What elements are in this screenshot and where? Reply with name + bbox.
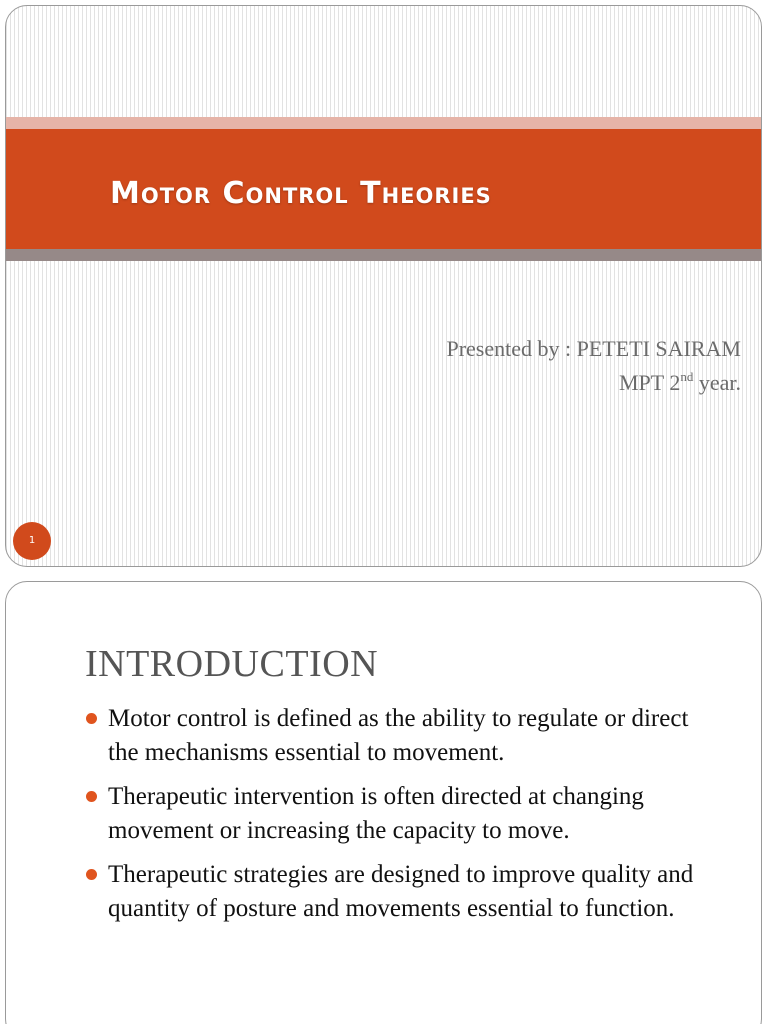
course-prefix: MPT 2 [619, 370, 681, 395]
course-suffix: year. [693, 370, 741, 395]
bullet-item [84, 858, 724, 926]
bullet-text: Motor control is defined as the ability to regulate or direct the mechanisms essential to movement. [108, 705, 689, 766]
presenter-info [446, 332, 741, 400]
bullet-dot-icon [86, 713, 97, 724]
course-line [446, 366, 741, 400]
bullet-dot-icon [86, 869, 97, 880]
title-slide [5, 5, 762, 567]
presenter-line: Presented by : PETETI SAIRAM [446, 336, 741, 361]
bullet-dot-icon [86, 791, 97, 802]
title-band-top-stripe [6, 117, 761, 129]
course-ordinal-suffix: nd [680, 369, 694, 384]
introduction-slide [5, 581, 762, 1024]
bullet-text: Therapeutic strategies are designed to improve quality and quantity of posture and movements essential to function. [108, 861, 694, 922]
bullet-list [84, 702, 724, 936]
bullet-item [84, 702, 724, 770]
title-band-bottom-stripe [6, 249, 761, 261]
introduction-heading: INTRODUCTION [85, 643, 379, 685]
slide-title: Motor Control Theories [110, 176, 492, 211]
bullet-item [84, 780, 724, 848]
slide-number-badge: 1 [13, 522, 51, 560]
bullet-text: Therapeutic intervention is often directed at changing movement or increasing the capacity to move. [108, 783, 644, 844]
